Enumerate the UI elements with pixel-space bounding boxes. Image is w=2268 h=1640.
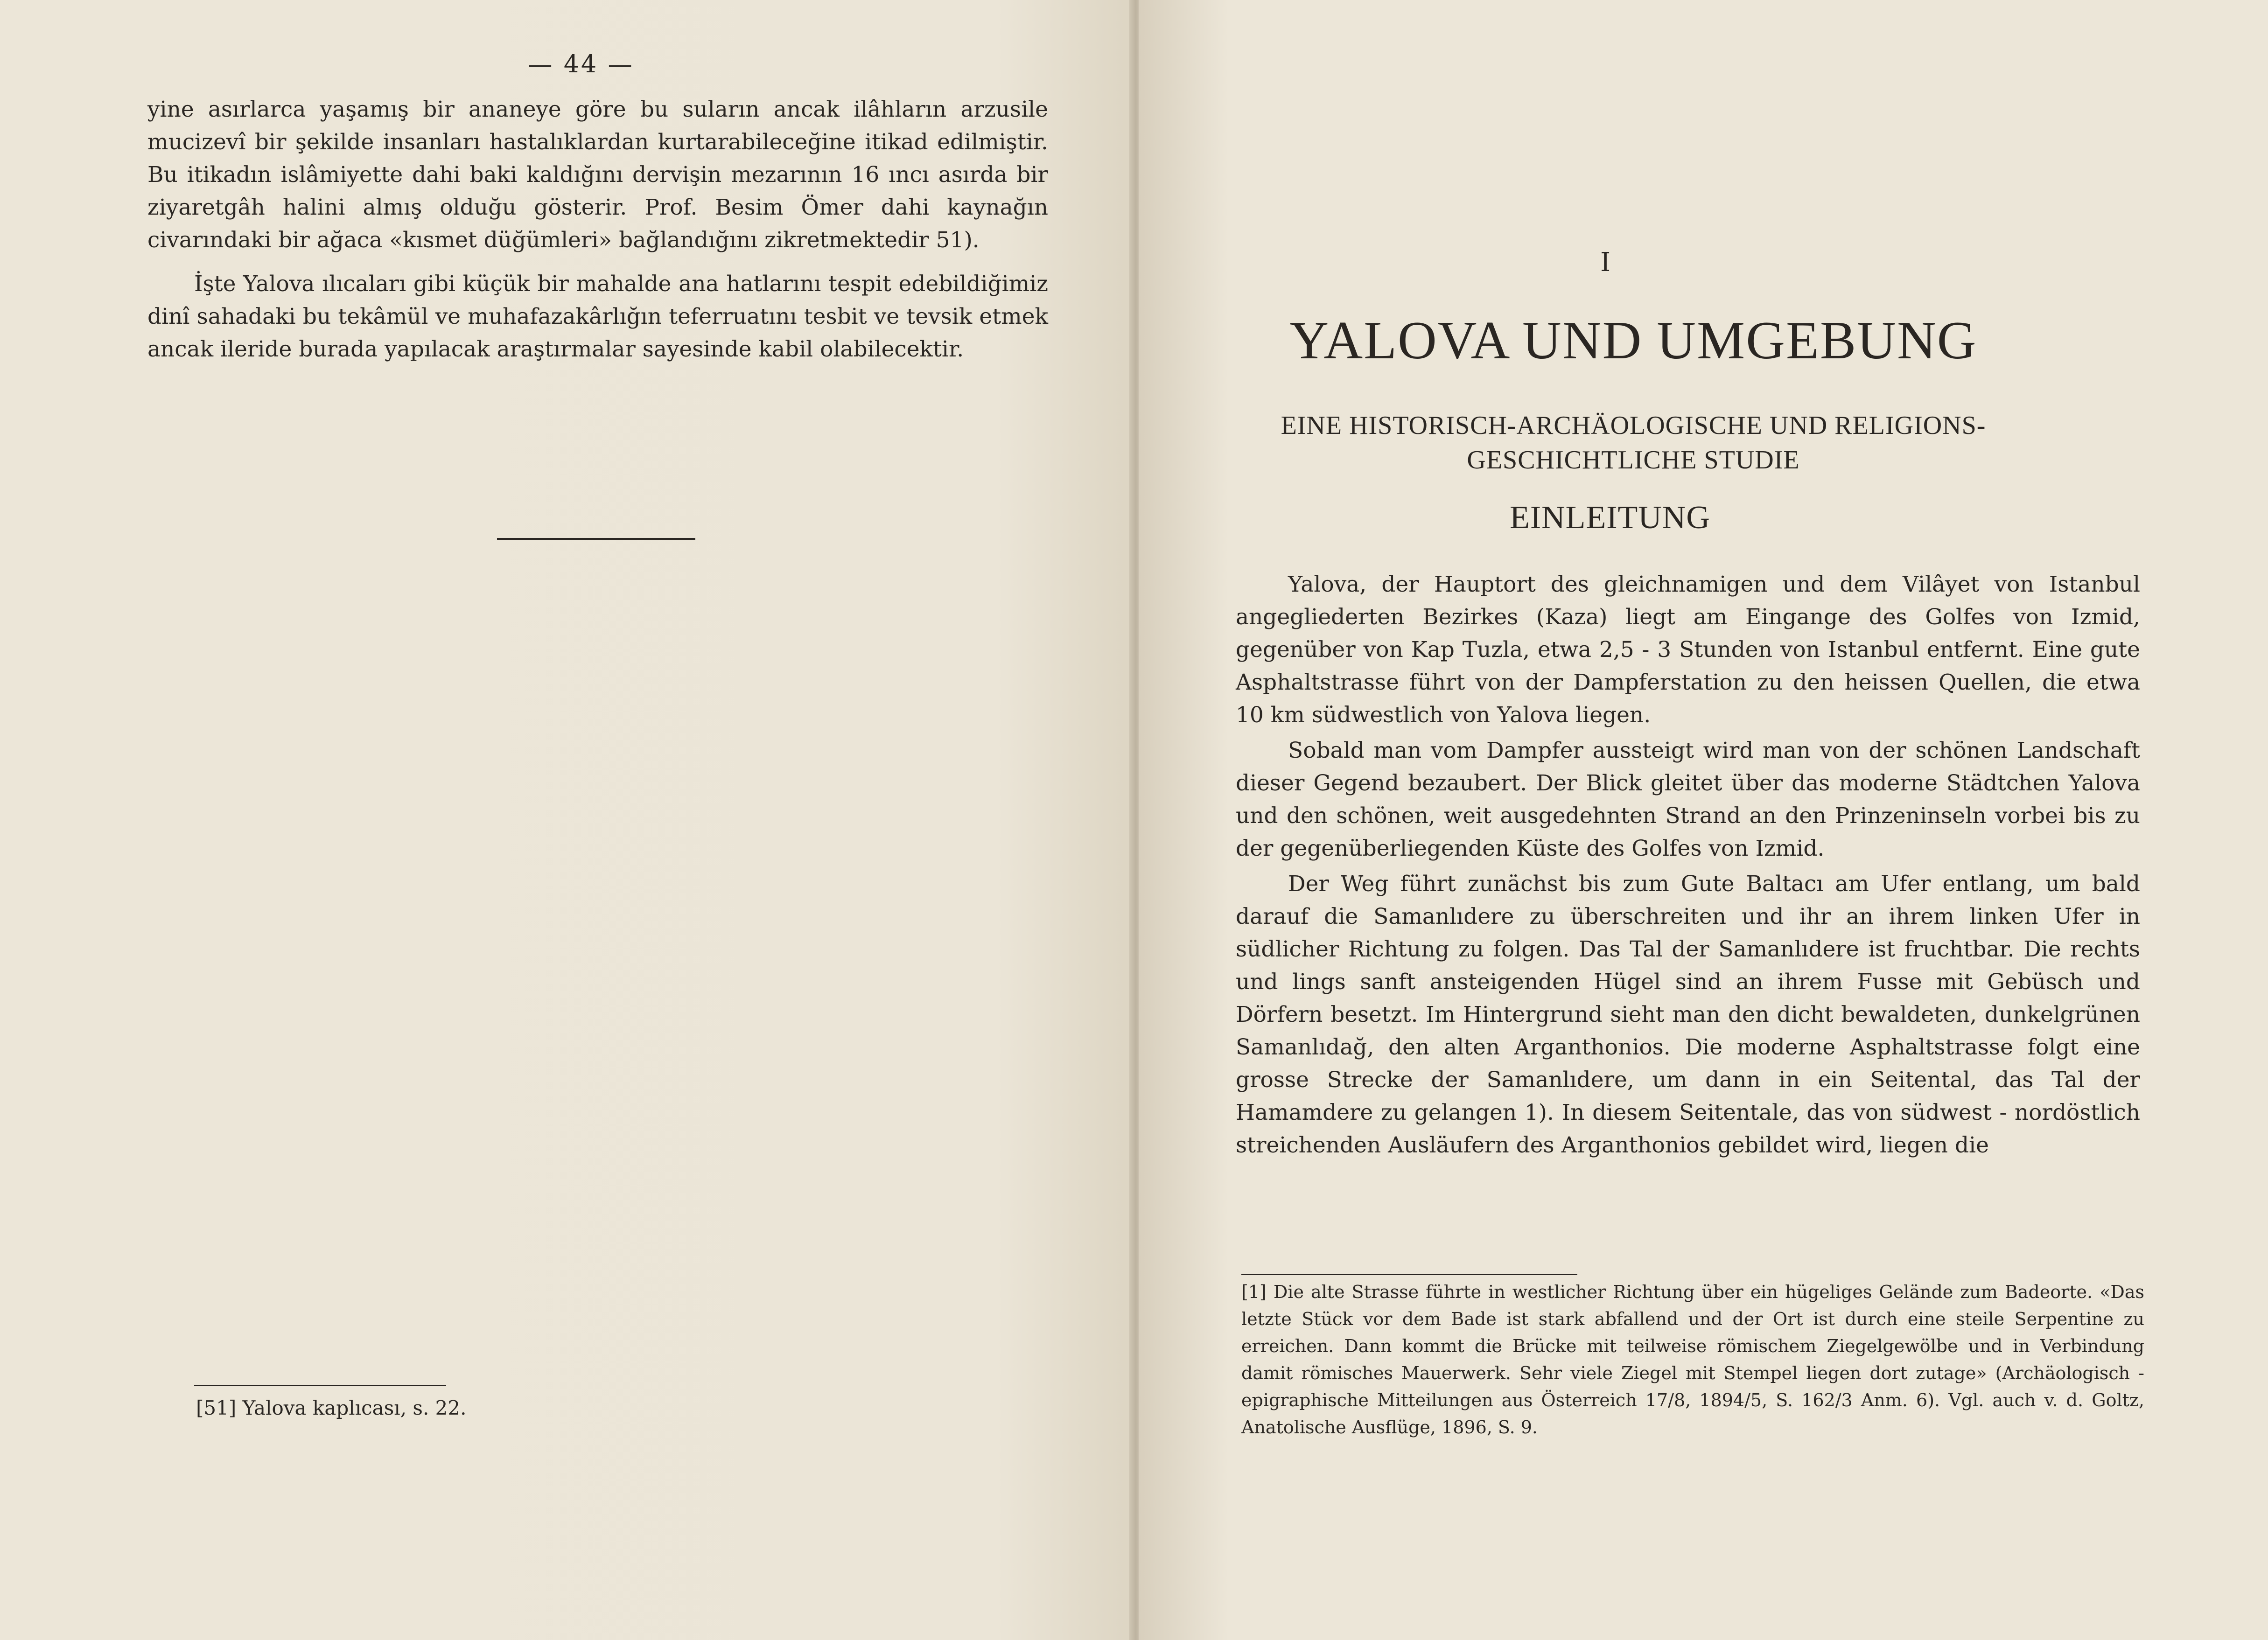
subtitle-line-2: GESCHICHTLICHE STUDIE [1467,446,1800,475]
left-footnote-rule [194,1385,446,1386]
left-page [0,0,1133,1640]
chapter-title: YALOVA UND UMGEBUNG [1289,311,1977,370]
subtitle-line-1: EINE HISTORISCH-ARCHÄOLOGISCHE UND RELIGIONS- [1281,411,1986,440]
left-paragraph-1: yine asırlarca yaşamış bir ananeye göre bu suların ancak ilâhların arzusile mucizevî bir şekilde insanları hastalıklardan kurtarabileceğine itikad edilmiştir. Bu itikadın islâmiyette dahi baki kaldığını dervişin mezarının 16 ıncı asırda bir ziyaretgâh halini almış olduğu gösterir. Prof. Besim Ömer dahi kaynağın civarındaki bir ağaca «kısmet düğümleri» bağlandığını zikretmektedir 51). [147,97,1048,253]
left-paragraph-2: İşte Yalova ılıcaları gibi küçük bir mahalde ana hatlarını tespit edebildiğimiz dinî sahadaki bu tekâmül ve muhafazakârlığın teferruatını tesbit ve tevsik etmek ancak ileride burada yapılacak araştırmalar sayesinde kabil olabilecektir. [147,271,1048,362]
page-number: — 44 — [528,50,634,78]
chapter-number: I [1600,247,1611,278]
right-page-body [1236,568,2140,1162]
left-footnote: [51] Yalova kaplıcası, s. 22. [196,1396,467,1419]
right-paragraph-2: Sobald man vom Dampfer aussteigt wird man von der schönen Landschaft dieser Gegend bezaubert. Der Blick gleitet über das moderne Städtchen Yalova und den schönen, weit ausgedehnten Strand an den Prinzeninseln vorbei bis zu der gegenüberliegenden Küste des Golfes von Izmid. [1236,738,2140,861]
section-end-rule [497,538,695,540]
right-paragraph-3: Der Weg führt zunächst bis zum Gute Baltacı am Ufer entlang, um bald darauf die Samanlıdere zu überschreiten und ihr an ihrem linken Ufer in südlicher Richtung zu folgen. Das Tal der Samanlıdere ist fruchtbar. Die rechts und lings sanft ansteigenden Hügel sind an ihrem Fusse mit Gebüsch und Dörfern besetzt. Im Hintergrund sieht man den dicht bewaldeten, dunkelgrünen Samanlıdağ, den alten Arganthonios. Die moderne Asphaltstrasse folgt eine grosse Strecke der Samanlıdere, um dann in ein Seitental, das Tal der Hamamdere zu gelangen 1). In diesem Seitentale, das von südwest - nordöstlich streichenden Ausläufern des Arganthonios gebildet wird, liegen die [1236,871,2140,1158]
right-footnote-rule [1241,1274,1577,1275]
right-paragraph-1: Yalova, der Hauptort des gleichnamigen und dem Vilâyet von Istanbul angegliederten Bezirkes (Kaza) liegt am Eingange des Golfes von Izmid, gegenüber von Kap Tuzla, etwa 2,5 - 3 Stunden von Istanbul entfernt. Eine gute Asphaltstrasse führt von der Dampferstation zu den heissen Quellen, die etwa 10 km südwestlich von Yalova liegen. [1236,572,2140,728]
section-heading: EINLEITUNG [1510,500,1710,536]
chapter-subtitle [1223,408,2044,477]
left-page-body [147,93,1048,366]
right-footnote: [1] Die alte Strasse führte in westlicher Richtung über ein hügeliges Gelände zum Badeorte. «Das letzte Stück vor dem Bade ist stark abfallend und der Ort ist durch eine steile Serpentine zu erreichen. Dann kommt die Brücke mit teilweise römischem Ziegelgewölbe und in Verbindung damit römisches Mauerwerk. Sehr viele Ziegel mit Stempel liegen dort zutage» (Archäologisch - epigraphische Mitteilungen aus Österreich 17/8, 1894/5, S. 162/3 Anm. 6). Vgl. auch v. d. Goltz, Anatolische Ausflüge, 1896, S. 9. [1241,1282,2144,1438]
